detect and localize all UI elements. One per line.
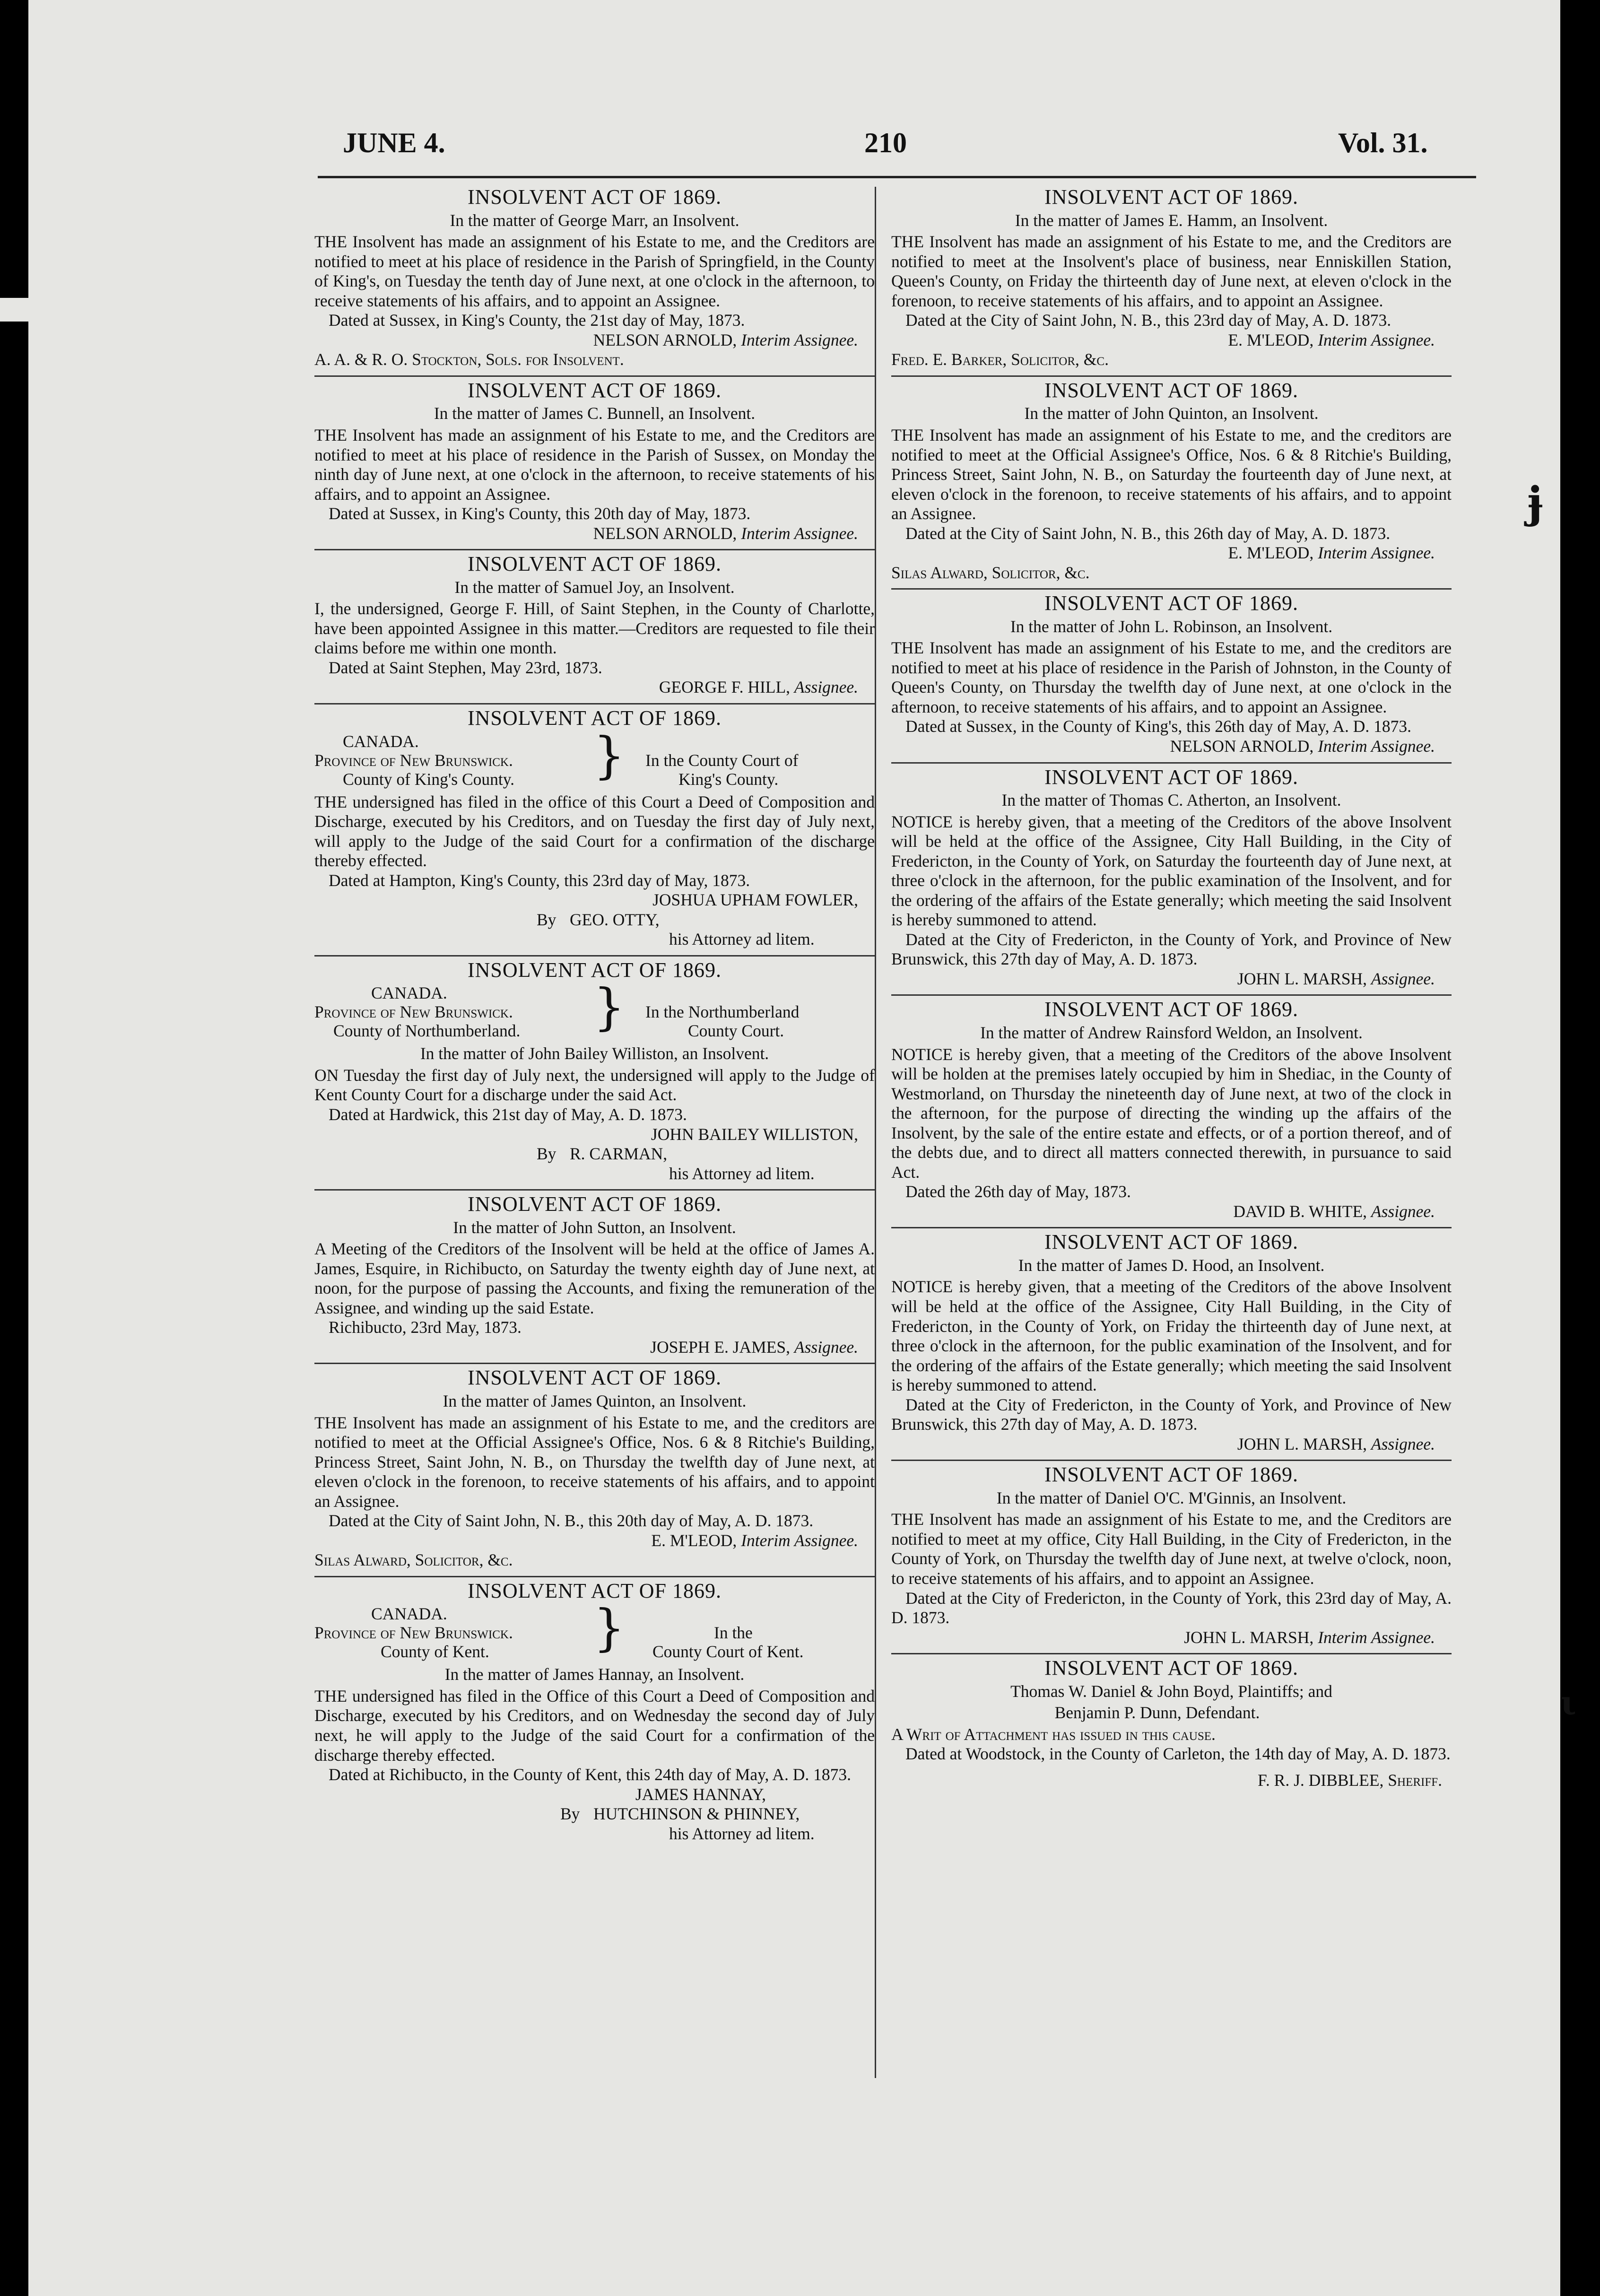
notice-dated: Dated at Sussex, in the County of King's, this 26th day of May, A. D. 1873. — [905, 717, 1412, 736]
notice-daniel-mginnis — [891, 1460, 1452, 1647]
notice-body: THE Insolvent has made an assignment of his Estate to me, and the Creditors are notified to meet at the Insolvent's place of business, near Enniskillen Station, Queen's County, on Friday the thirteenth day of June next, at eleven o'clock in the forenoon, to receive statements of his affairs, and to appoint an Assignee. — [891, 232, 1452, 310]
notice-title: INSOLVENT ACT OF 1869. — [467, 1192, 722, 1216]
notice-body: NOTICE is hereby given, that a meeting of the Creditors of the above Insolvent will be held at the office of the Assignee, City Hall Building, in the City of Fredericton, in the County of York, on Friday the thirteenth day of June next, at three o'clock in the afternoon, for the public examination of the Insolvent, and for the ordering of the affairs of the Estate generally; which meeting the said Insolvent is hereby summoned to attend. — [891, 1277, 1452, 1395]
court-county: County of Kent. — [381, 1642, 489, 1661]
notice-body: THE undersigned has filed in the office of this Court a Deed of Composition and Discharge, executed by his Creditors, and on Tuesday the first day of July next, will apply to the Judge of the said Court for a confirmation of the discharge thereby effected. — [314, 792, 875, 870]
notice-title: INSOLVENT ACT OF 1869. — [1044, 591, 1299, 615]
notice-john-williston — [314, 955, 875, 1183]
court-county: County of Northumberland. — [333, 1021, 521, 1041]
notice-dated: Dated at the City of Saint John, N. B., this 23rd day of May, A. D. 1873. — [905, 311, 1391, 330]
notice-dated: Dated at Saint Stephen, May 23rd, 1873. — [329, 658, 602, 677]
court-name: In the — [714, 1623, 753, 1643]
notice-title: INSOLVENT ACT OF 1869. — [1044, 378, 1299, 402]
attorney-line: his Attorney ad litem. — [669, 1824, 815, 1843]
notice-subject: In the matter of James E. Hamm, an Insolvent. — [1015, 210, 1328, 230]
notice-signature: JOHN L. MARSH, Interim Assignee. — [1184, 1627, 1435, 1647]
notice-joshua-fowler — [314, 703, 875, 949]
notice-signature: JAMES HANNAY, — [635, 1784, 766, 1804]
notice-subject: In the matter of John Sutton, an Insolvent. — [453, 1218, 736, 1237]
notice-signature: JOHN L. MARSH, Assignee. — [1237, 969, 1435, 988]
notice-title: INSOLVENT ACT OF 1869. — [467, 185, 722, 209]
court-canada: CANADA. — [371, 983, 447, 1003]
notice-subject: In the matter of James Hannay, an Insolvent. — [444, 1665, 745, 1684]
notice-signature: DAVID B. WHITE, Assignee. — [1233, 1201, 1435, 1221]
notice-writ-of-attachment — [891, 1653, 1452, 1790]
notice-title: INSOLVENT ACT OF 1869. — [467, 1366, 722, 1390]
notice-title: INSOLVENT ACT OF 1869. — [1044, 1463, 1299, 1487]
notice-subject: In the matter of James C. Bunnell, an Insolvent. — [434, 404, 756, 423]
notice-subject: In the matter of John Bailey Williston, an Insolvent. — [420, 1044, 769, 1063]
page-header — [28, 127, 1560, 169]
notice-dated: Dated at Sussex, in King's County, this 20th day of May, 1873. — [329, 504, 751, 523]
notice-body: THE undersigned has filed in the Office of this Court a Deed of Composition and Discharge, executed by his Creditors, and on Wednesday the second day of July next, he will apply to the Judge of the said Court for a confirmation of the discharge thereby effected. — [314, 1686, 875, 1765]
margin-mark-2: ι — [1560, 1683, 1576, 1722]
notice-dated: Dated at the City of Saint John, N. B., this 20th day of May, A. D. 1873. — [329, 1511, 814, 1531]
notice-solicitors: A. A. & R. O. Stockton, Sols. for Insolvent. — [314, 350, 624, 369]
court-name-2: County Court. — [688, 1021, 784, 1041]
notice-dated: Dated at Hampton, King's County, this 23rd day of May, 1873. — [329, 870, 750, 890]
notice-signature: JOHN BAILEY WILLISTON, — [651, 1124, 858, 1144]
notice-body: A Meeting of the Creditors of the Insolvent will be held at the office of James A. James, Esquire, in Richibucto, on Saturday the twenty eighth day of June next, at noon, for the purpose of passing the Accounts, and fixing the remuneration of the Assignee, and winding up the said Estate. — [314, 1239, 875, 1317]
notice-andrew-weldon — [891, 994, 1452, 1221]
notice-dated: Dated at the City of Fredericton, in the County of York, and Province of New Brunswick, this 27th day of May, A. D. 1873. — [891, 930, 1452, 969]
notice-title: INSOLVENT ACT OF 1869. — [1044, 1230, 1299, 1254]
notice-subject: In the matter of James Quinton, an Insolvent. — [443, 1392, 747, 1410]
attorney-by: By R. CARMAN, — [537, 1144, 668, 1164]
notice-subject: In the matter of Andrew Rainsford Weldon, an Insolvent. — [980, 1023, 1363, 1043]
attorney-line: his Attorney ad litem. — [669, 930, 815, 949]
notice-body: THE Insolvent has made an assignment of his Estate to me, and the creditors are notified to meet at the Official Assignee's Office, Nos. 6 & 8 Ritchie's Building, Princess Street, Saint John, N. B., on Thursday the twelfth day of June next, at eleven o'clock in the forenoon, to receive statements of his affairs, and to appoint an Assignee. — [314, 1413, 875, 1511]
notice-signature: E. M'LEOD, Interim Assignee. — [651, 1531, 858, 1550]
court-brace: } — [593, 1599, 625, 1657]
volume-number: Vol. 31. — [1338, 127, 1428, 158]
notice-subject: In the matter of Daniel O'C. M'Ginnis, an Insolvent. — [996, 1488, 1347, 1507]
notice-body: THE Insolvent has made an assignment of his Estate to me, and the creditors are notified to meet at his place of residence in the Parish of Johnston, in the County of Queen's County, on Thursday the twelfth day of June next, at one o'clock in the afternoon, to receive statements of his affairs, and to appoint an Assignee. — [891, 638, 1452, 716]
notice-subject: In the matter of James D. Hood, an Insolvent. — [1018, 1255, 1325, 1275]
header-rule — [318, 176, 1476, 178]
notice-parties-2: Benjamin P. Dunn, Defendant. — [1054, 1703, 1260, 1722]
header-date: JUNE 4. — [343, 127, 445, 158]
edge-tab — [0, 298, 28, 322]
court-name-2: County Court of Kent. — [652, 1642, 804, 1661]
notice-signature: F. R. J. DIBBLEE, Sheriff. — [1257, 1770, 1442, 1790]
notice-dated: Dated at the City of Fredericton, in the County of York, and Province of New Brunswick, this 27th day of May, A. D. 1873. — [891, 1395, 1452, 1434]
notice-signature: GEORGE F. HILL, Assignee. — [659, 678, 858, 697]
notice-subject: In the matter of Thomas C. Atherton, an Insolvent. — [1001, 791, 1341, 810]
notice-thomas-atherton — [891, 762, 1452, 989]
column-divider — [875, 187, 876, 2078]
notice-john-quinton — [891, 375, 1452, 583]
notice-body: I, the undersigned, George F. Hill, of Saint Stephen, in the County of Charlotte, have been appointed Assignee in this matter.—Creditors are requested to file their claims before me within one month. — [314, 599, 875, 658]
notice-signature: JOHN L. MARSH, Assignee. — [1237, 1434, 1435, 1453]
notice-signature: E. M'LEOD, Interim Assignee. — [1228, 330, 1435, 349]
court-name-2: King's County. — [678, 769, 779, 789]
right-column — [891, 185, 1452, 1796]
notice-james-hood — [891, 1227, 1452, 1454]
notice-body: A Writ of Attachment has issued in this cause. — [891, 1724, 1216, 1744]
notice-dated: Dated at Richibucto, in the County of Kent, this 24th day of May, A. D. 1873. — [329, 1765, 851, 1784]
left-column — [314, 185, 875, 1849]
court-canada: CANADA. — [371, 1604, 447, 1624]
notice-body: THE Insolvent has made an assignment of his Estate to me, and the creditors are notified to meet at the Official Assignee's Office, Nos. 6 & 8 Ritchie's Building, Princess Street, Saint John, N. B., on Saturday the fourteenth day of June next, at eleven o'clock in the forenoon, to receive statements of his affairs, and to appoint an Assignee. — [891, 425, 1452, 523]
notice-john-sutton — [314, 1189, 875, 1357]
notice-body: ON Tuesday the first day of July next, the undersigned will apply to the Judge of Kent County Court for a discharge under the said Act. — [314, 1065, 875, 1105]
notice-james-hamm — [891, 185, 1452, 370]
notice-subject: In the matter of George Marr, an Insolvent. — [450, 210, 739, 230]
notice-dated: Dated at Hardwick, this 21st day of May, A. D. 1873. — [329, 1105, 687, 1124]
court-brace: } — [593, 978, 625, 1036]
notice-title: INSOLVENT ACT OF 1869. — [1044, 765, 1299, 789]
court-name: In the County Court of — [645, 750, 799, 770]
notice-signature: E. M'LEOD, Interim Assignee. — [1228, 543, 1435, 563]
notice-dated: Dated at the City of Fredericton, in the County of York, this 23rd day of May, A. D. 1873. — [891, 1588, 1452, 1627]
court-heading — [314, 1599, 875, 1662]
notice-title: INSOLVENT ACT OF 1869. — [467, 1579, 722, 1602]
notice-signature: NELSON ARNOLD, Interim Assignee. — [1170, 737, 1435, 756]
notice-title: INSOLVENT ACT OF 1869. — [1044, 1656, 1299, 1680]
notice-signature: NELSON ARNOLD, Interim Assignee. — [593, 330, 858, 349]
notice-body: NOTICE is hereby given, that a meeting of the Creditors of the above Insolvent will be holden at the premises lately occupied by him in Shediac, in the County of Westmorland, on Thursday the nineteenth day of June next, at two of the clock in the afternoon, for the purpose of directing the winding up the affairs of the Insolvent, by the sale of the entire estate and effects, or of a portion thereof, and of the debts due, and to direct all matters connected therewith, in pursuance to said Act. — [891, 1044, 1452, 1182]
gazette-page — [28, 0, 1576, 2296]
notice-title: INSOLVENT ACT OF 1869. — [467, 378, 722, 402]
notice-signature: JOSEPH E. JAMES, Assignee. — [650, 1337, 858, 1357]
attorney-by: By GEO. OTTY, — [537, 910, 660, 929]
notice-body: THE Insolvent has made an assignment of his Estate to me, and the Creditors are notified to meet at my office, City Hall Building, in the City of Fredericton, in the County of York, on Thursday the twelfth day of June next, at twelve o'clock, noon, to receive statements of his affairs, and to appoint an Assignee. — [891, 1510, 1452, 1588]
notice-dated: Dated the 26th day of May, 1873. — [905, 1182, 1131, 1201]
notice-subject: In the matter of John Quinton, an Insolvent. — [1024, 404, 1319, 423]
court-county: County of King's County. — [343, 769, 515, 789]
notice-dated: Richibucto, 23rd May, 1873. — [329, 1318, 522, 1337]
notice-signature: NELSON ARNOLD, Interim Assignee. — [593, 523, 858, 543]
attorney-line: his Attorney ad litem. — [669, 1164, 815, 1183]
court-province: Province of New Brunswick. — [314, 1002, 513, 1022]
notice-title: INSOLVENT ACT OF 1869. — [467, 958, 722, 982]
notice-title: INSOLVENT ACT OF 1869. — [1044, 185, 1299, 209]
notice-body: THE Insolvent has made an assignment of his Estate to me, and the Creditors are notified to meet at his place of residence in the Parish of Springfield, in the County of King's, on Tuesday the tenth day of June next, at one o'clock in the afternoon, to receive statements of his affairs, and to appoint an Assignee. — [314, 232, 875, 310]
notice-john-robinson — [891, 588, 1452, 756]
notice-body: NOTICE is hereby given, that a meeting of the Creditors of the above Insolvent will be held at the office of the Assignee, City Hall Building, in the City of Fredericton, in the County of York, on Saturday the fourteenth day of June next, at three o'clock in the afternoon, for the public examination of the Insolvent, and for the ordering of the affairs of the Estate generally; which meeting the said Insolvent is hereby summoned to attend. — [891, 812, 1452, 930]
notice-title: INSOLVENT ACT OF 1869. — [467, 706, 722, 730]
court-name: In the Northumberland — [645, 1002, 800, 1022]
notice-title: INSOLVENT ACT OF 1869. — [1044, 998, 1299, 1021]
attorney-by: By HUTCHINSON & PHINNEY, — [560, 1804, 800, 1824]
margin-mark: ɉ — [1527, 478, 1544, 528]
court-province: Province of New Brunswick. — [314, 1623, 513, 1643]
notice-solicitors: Silas Alward, Solicitor, &c. — [314, 1550, 513, 1570]
notice-parties: Thomas W. Daniel & John Boyd, Plaintiffs; and — [1010, 1681, 1332, 1701]
court-heading — [314, 978, 875, 1041]
notice-subject: In the matter of John L. Robinson, an Insolvent. — [1010, 617, 1333, 636]
notice-james-bunnell — [314, 375, 875, 543]
notice-dated: Dated at Sussex, in King's County, the 21st day of May, 1873. — [329, 311, 745, 330]
notice-subject: In the matter of Samuel Joy, an Insolvent. — [454, 577, 735, 597]
court-brace: } — [593, 726, 625, 784]
notice-solicitors: Silas Alward, Solicitor, &c. — [891, 563, 1090, 582]
notice-solicitors: Fred. E. Barker, Solicitor, &c. — [891, 350, 1109, 369]
page-number: 210 — [864, 127, 907, 158]
notice-samuel-joy — [314, 549, 875, 697]
notice-james-hannay — [314, 1576, 875, 1844]
notice-dated: Dated at the City of Saint John, N. B., this 26th day of May, A. D. 1873. — [905, 523, 1391, 543]
notice-body: THE Insolvent has made an assignment of his Estate to me, and the Creditors are notified to meet at his place of residence in the Parish of Sussex, on Monday the ninth day of June next, at one o'clock in the afternoon, to receive statements of his affairs, and to appoint an Assignee. — [314, 425, 875, 504]
notice-dated: Dated at Woodstock, in the County of Carleton, the 14th day of May, A. D. 1873. — [905, 1744, 1451, 1764]
notice-james-quinton — [314, 1363, 875, 1570]
court-province: Province of New Brunswick. — [314, 750, 513, 770]
court-heading — [314, 726, 875, 790]
notice-title: INSOLVENT ACT OF 1869. — [467, 552, 722, 576]
notice-signature: JOSHUA UPHAM FOWLER, — [652, 890, 858, 910]
court-canada: CANADA. — [343, 731, 419, 751]
notice-george-marr — [314, 185, 875, 370]
